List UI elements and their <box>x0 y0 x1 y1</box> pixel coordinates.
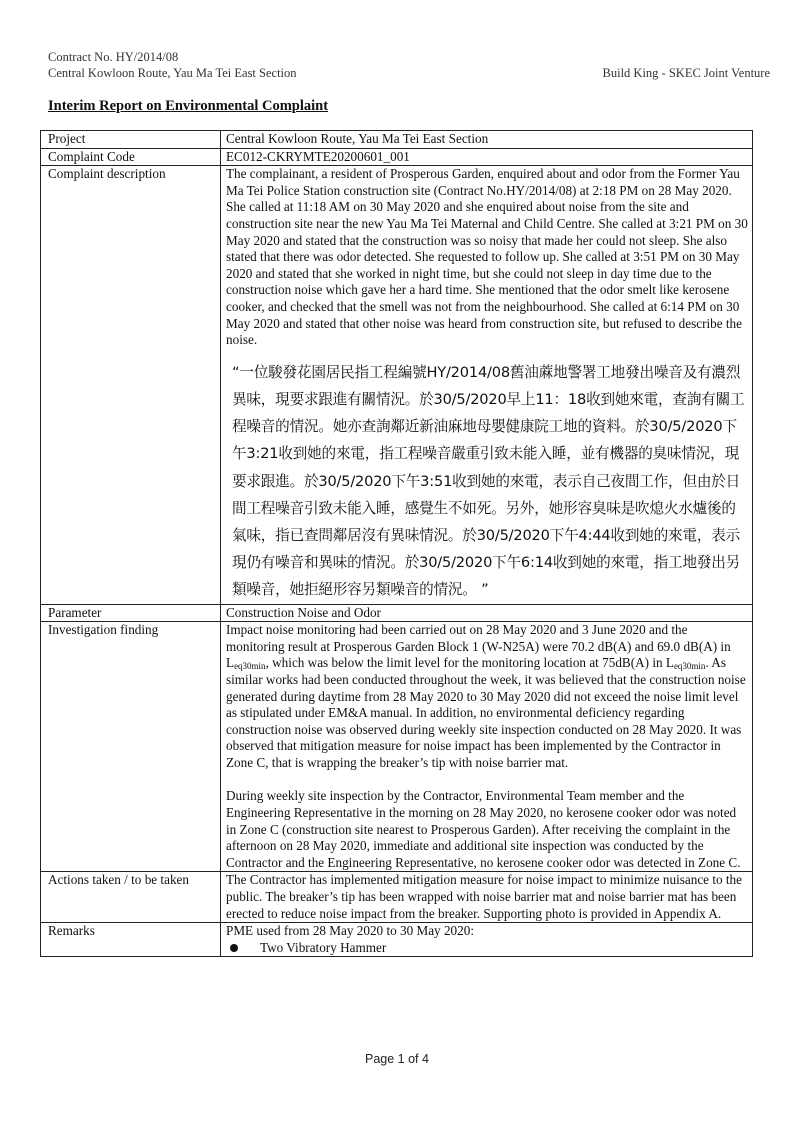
row-actions <box>41 872 753 923</box>
label-parameter: Parameter <box>41 604 221 622</box>
row-investigation <box>41 622 753 872</box>
header-left <box>48 49 297 81</box>
project-line: Central Kowloon Route, Yau Ma Tei East Section <box>48 66 297 80</box>
value-complaint-description <box>221 166 753 604</box>
bullet-icon <box>230 944 238 952</box>
label-investigation: Investigation finding <box>41 622 221 872</box>
value-remarks <box>221 923 753 957</box>
list-item <box>226 940 748 957</box>
label-complaint-description: Complaint description <box>41 166 221 604</box>
page-number: Page 1 of 4 <box>365 1052 429 1066</box>
complaint-table <box>40 130 753 957</box>
row-project <box>41 131 753 149</box>
value-project: Central Kowloon Route, Yau Ma Tei East Section <box>221 131 753 149</box>
row-parameter <box>41 604 753 622</box>
contractor-name: Build King - SKEC Joint Venture <box>602 66 770 80</box>
value-complaint-code: EC012-CKRYMTE20200601_001 <box>221 148 753 166</box>
description-english: The complainant, a resident of Prosperous Garden, enquired about and odor from the Former Yau Ma Tei Police Station construction site (Contract No.HY/2014/08) at 2:18 PM on 28 May 2020. She called at 11:18 AM on 30 May 2020 and she enquired about noise from the site and construction site near the new Yau Ma Tei Maternal and Child Centre. She called at 3:21 PM on 30 May 2020 and stated that the construction was so noisy that made her could not sleep. She also stated that there was odor detected. She requested to follow up. She called at 3:51 PM on 30 May 2020 and stated that she worked in night time, but she could not sleep in day time due to the construction noise which gave her a hard time. She mentioned that the odor smelt like kerosene cooker, and checked that the smell was not from the neighbourhood. She called at 6:14 PM on 30 May 2020 and stated that other noise was heard from construction site, but refused to describe the noise. <box>226 166 748 348</box>
row-remarks <box>41 923 753 957</box>
label-complaint-code: Complaint Code <box>41 148 221 166</box>
remarks-item: Two Vibratory Hammer <box>260 939 387 955</box>
description-chinese: “一位駿發花園居民指工程編號HY/2014/08舊油蔴地警署工地發出噪音及有濃烈異味，現要求跟進有關情況。於30/5/2020早上11：18收到她來電，查詢有關工程噪音的情況。她亦查詢鄰近新油麻地母嬰健康院工地的資料。於30/5/2020下午3:21收到她的來電，指工程噪音嚴重引致未能入睡，並有機器的臭味情況，現要求跟進。於30/5/2020下午3:51收到她的來電，表示自己夜間工作，但由於日間工程噪音引致未能入睡，感覺生不如死。另外，她形容臭味是吹熄火水爐後的氣味，指已查問鄰居沒有異味情況。於30/5/2020下午4:44收到她的來電，表示現仍有噪音和異味的情況。於30/5/2020下午6:14收到她的來電，指工地發出另類噪音，她拒絕形容另類噪音的情況。 ” <box>232 363 745 599</box>
label-actions: Actions taken / to be taken <box>41 872 221 923</box>
label-remarks: Remarks <box>41 923 221 957</box>
value-actions: The Contractor has implemented mitigation measure for noise impact to minimize nuisance to the public. The breaker’s tip has been wrapped with noise barrier mat and noise barrier mat has been erected to reduce noise impact from the breaker. Supporting photo is provided in Appendix A. <box>221 872 753 923</box>
remarks-intro: PME used from 28 May 2020 to 30 May 2020: <box>226 923 474 939</box>
row-complaint-code <box>41 148 753 166</box>
value-investigation <box>221 622 753 872</box>
investigation-paragraph-2: During weekly site inspection by the Contractor, Environmental Team member and the Engineering Representative in the morning on 28 May 2020, no kerosene cooker odor was noted in Zone C (construction site nearest to Prosperous Garden). After receiving the complaint in the afternoon on 28 May 2020, immediate and additional site inspection was conducted by the Contractor and the Engineering Representative, no kerosene cooker odor was detected in Zone C. <box>226 788 741 870</box>
investigation-paragraph-1: Impact noise monitoring had been carried out on 28 May 2020 and 3 June 2020 and the monitoring result at Prosperous Garden Block 1 (W-N25A) were 70.2 dB(A) and 69.0 dB(A) in $L_{eq30min}$, which was below the limit level for the monitoring location at 75dB(A) in $L_{eq30min}$. As similar works had been conducted throughout the week, it was believed that the construction noise generated during daytime from 28 May 2020 to 30 May 2020 did not exceed the noise limit level as stipulated under EM&A manual. In addition, no environmental deficiency regarding construction noise was observed during weekly site inspection conducted on 28 May 2020. It was observed that mitigation measure for noise impact has been implemented by the Contractor in Zone C, that is wrapping the breaker’s tip with noise barrier mat. <box>226 622 746 770</box>
value-parameter: Construction Noise and Odor <box>221 604 753 622</box>
label-project: Project <box>41 131 221 149</box>
page-title: Interim Report on Environmental Complaint <box>48 98 329 114</box>
row-complaint-description <box>41 166 753 604</box>
contract-number: Contract No. HY/2014/08 <box>48 50 179 64</box>
